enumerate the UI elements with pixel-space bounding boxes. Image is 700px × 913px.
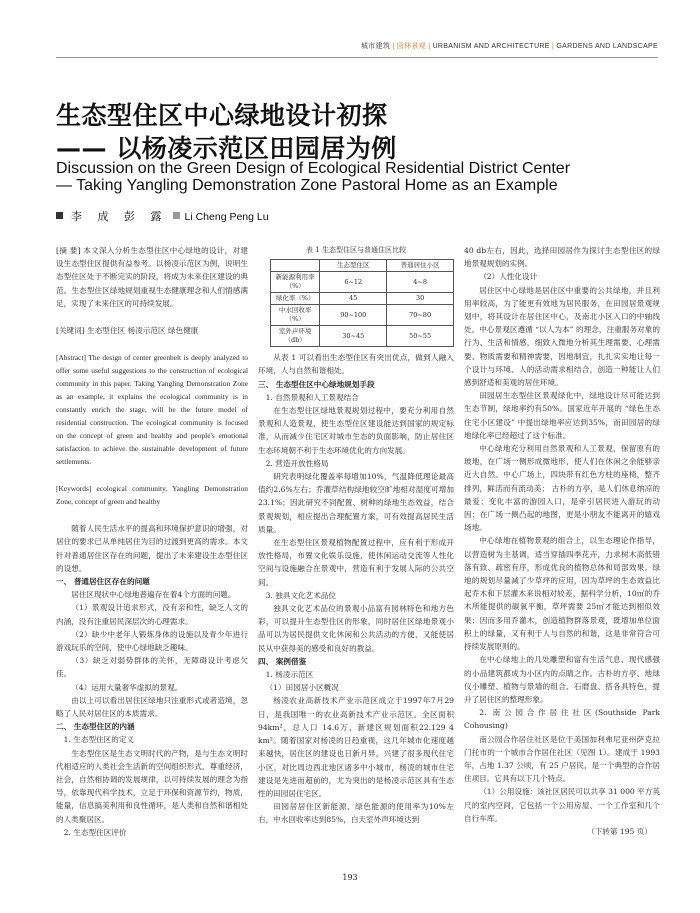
table-cell: 30 [387, 293, 454, 305]
paragraph: 在生态型住区景观植物配置过程中，应有利于形成开放性格局，布置文化娱乐设施，使休闲运动交流等人性化空间与设施融合在景观中，营造有利于发展人际的公共空间。 [258, 538, 454, 587]
header-sep: | [552, 43, 555, 50]
paragraph: 40 db左右，因此，选择田园居作为探讨生态型住区的绿地景观规划的实例。 [464, 246, 660, 269]
paragraph: 从表 1 可以看出生态型住区有突出优点，做到人融入环境，人与自然和谐相处。 [258, 353, 454, 376]
title-en-line1: Discussion on the Green Design of Ecological Residential District Center [56, 160, 571, 177]
author-line [56, 208, 269, 224]
abstract-en: [Abstract] The design of center greenbelt is deeply analyzed to offer some useful suggestions to the construction of ecological community in this paper. Taking Yangling Demonstration Zone as an example, it explains the ecological community is in constantly enrich the stage, will be the future model of residential construction. The ecological community is focused on the concept of green and healthy and people's emotional satisfaction to achieve the sustainable development of future settlements. [56, 353, 248, 467]
list-item: （1）景观设计追求形式，没有亲和性，缺乏人文的内涵，没有注重居民深层次的心理需求。 [56, 603, 248, 626]
column-1 [56, 244, 248, 839]
subheading: 1. 杨凌示范区 [265, 670, 314, 680]
square-bullet-icon [173, 212, 180, 219]
subheading: 2. 生态型住区评价 [63, 827, 127, 837]
subheading: 2. 南公园合作居住社区(Southside Park Cohousing) [464, 708, 660, 731]
running-header [0, 40, 700, 54]
section-heading-1: 一、 普通居住区存在的问题 [56, 577, 150, 587]
table-header-cell [271, 260, 320, 272]
paragraph: （1）公用设施：该社区居民可以共享 31 000 平方英尺的室内空间，它包括一个公用房屋、一个工作室和几个自行车库。 [464, 787, 660, 823]
paragraph: 由以上可以看出居住区绿地只注重形式或者造境，忽略了人民对居住区的本质需求。 [56, 695, 248, 719]
header-sep: | [428, 43, 431, 50]
subheading: 1. 自然景观和人工景观结合 [265, 392, 359, 402]
table-cell: 中水回收率（%） [271, 305, 320, 326]
authors-en: Li Cheng Peng Lu [184, 211, 269, 223]
table-caption: 表 1 生态型住区与普通住区比较 [306, 246, 406, 254]
list-item: （2）缺少中老年人锻炼身体的设施以及青少年进行游戏玩乐的空间，使中心绿地缺乏趣味。 [56, 629, 248, 653]
table-header-row [271, 260, 454, 272]
table-cell: 新能源利用率（%） [271, 272, 320, 293]
authors-cn: 李 成 彭 露 [71, 210, 168, 223]
keywords-cn: [关键词] 生态型住区 杨凌示范区 绿色健康 [56, 326, 199, 336]
column-2 [258, 244, 454, 827]
paragraph: 中心绿地在植物景观的组合上，以生态理论作指导，以营造树为主基调，适当穿插四季花卉，力求树木高低错落有致、疏密有序，形成优良的植物总体和局部效果。绿地的规划尽量减了少草坪的应用，因为草坪的生态效益比起乔木和下层灌木来说相对较差，据科学分析，10㎡的乔木所能提供的碳氧平衡，草坪需要 25㎡才能达到相似效果；因而多用乔灌木，创造植物群落景观，既增加单位面积上的绿量，又有利于人与自然的和谐，这是非常符合可持续发展原则的。 [464, 536, 660, 652]
table-cell: 90~100 [320, 305, 387, 326]
table-cell: 室外声环境（db） [271, 326, 320, 347]
header-section-b: 园林景观 [396, 43, 426, 50]
subheading: （1）田园居小区概况 [265, 683, 339, 693]
section-heading-4: 四、 案例借鉴 [258, 656, 307, 666]
header-rule [56, 57, 658, 58]
list-item: （4）运用大量奢华虚拟的景观。 [71, 682, 183, 692]
intro-paragraph: 随着人民生活水平的提高和环境保护意识的增强，对居住的要求已从单纯居住为目的过渡到更高的需求。本文针对普通居住区存在的问题，提出了未来建设生态型住区的设想。 [56, 524, 248, 573]
title-cn-line2: —— 以杨凌示范区田园居为例 [56, 134, 397, 163]
table-cell: 30~45 [320, 326, 387, 347]
subheading: 2. 营造开放性格局 [265, 458, 329, 468]
square-bullet-icon [56, 212, 63, 219]
column-3 [464, 244, 660, 838]
keywords-en: [Keywords] ecological community, Yangling Demonstration Zone, concept of green and healthy [56, 484, 248, 507]
paragraph: 中心绿地充分利用自然景观和人工景观，保留原有的玻地，在广场一侧形成微地形，使人们在休闲之余能够亲近大自然。中心广场上，四块带有红色方柱的座椅，整齐排列，鲜活而有流动美； 古朴的方亭，是人们休息纳凉的最爱；变化丰富的游园入口，是牵引居民进入游玩的动因；在广场一侧凸起的地图，更是小朋友不能离开的嬉戏场地。 [464, 444, 660, 533]
section-heading-2: 二、 生态型住区的内涵 [56, 722, 135, 732]
paragraph: 研究表明绿化覆盖率每增加10%，气温降低理论最高值约2.6%左右；乔灌草结构绿地较空旷地相对湿度可增加23.1%；因此研究不同配置、树种的绿地生态效益，结合景观规划，相应提出合理配置方案，可有效提高居民生活质量。 [258, 472, 454, 534]
subheading: 3. 独具文化艺术品位 [265, 590, 337, 600]
table-row [271, 305, 454, 326]
header-section-d: GARDENS AND LANDSCAPE [556, 43, 658, 50]
paragraph: 在中心绿地上的几处雕塑和富有生活气息、现代感强的小品建筑都成为小区内的点睛之作。古朴的方亭、地球仪小雕塑、植物与景墙的组合、石磨盘、搭各具特色，提升了居住区的整理形象。 [464, 655, 660, 704]
continued-note: （下转第 195 页） [587, 826, 652, 836]
header-section-c: URBANISM AND ARCHITECTURE [432, 43, 550, 50]
table-cell: 6~12 [320, 272, 387, 293]
paragraph: 杨凌农业高新技术产业示范区成立于1997年7月29日，是我国唯一的农业高新技术产业示范区。全区面积 94km²，总人口 14.6万，新建区规划面积22.129 4 km²。随着国家对杨凌的日趋重视，这几年城市化速度越来越快，居住区的建设也日新月异，兴建了很多现代住宅小区，对比周边西北地区诸多中小城市，杨凌的城市住宅建设是先进而超前的，尤为突出的是杨凌示范区具有生态性的田园居住宅区。 [258, 696, 454, 798]
page-number: 193 [342, 873, 358, 882]
paragraph: 生态型住区是生态文明时代的产物，是与生态文明时代相适应的人类社会生活新的空间组织形式，尊重经济，社会，自然相协调的发展规律，以可持续发展的理念为指导，依靠现代科学技术，立足于环保和资源节约，物质，能量，信息搞美利用和良性循环，是人类和自然和谐相处的人类聚居区。 [56, 748, 248, 824]
table-cell: 70~80 [387, 305, 454, 326]
section-heading-3: 三、 生态型住区中心绿地规划手段 [258, 379, 375, 389]
list-item: （3）缺乏对弱势群体的关怀，无障碍设计考虑欠佳。 [56, 656, 248, 679]
table-row [271, 293, 454, 305]
title-cn-line1: 生态型住区中心绿地设计初探 [56, 101, 388, 130]
table-row [271, 272, 454, 293]
paragraph: 田园居居住区新能源、绿色能源的使用率为10%左右，中水回收率达到85%，白天室外声环境达到 [258, 802, 454, 825]
paragraph: 居住区现状中心绿地普遍存在着4个方面的问题。 [71, 590, 236, 600]
subheading: （2）人性化设计 [479, 272, 538, 282]
table-header-cell: 普通居住小区 [387, 260, 454, 272]
table-cell: 50~55 [387, 326, 454, 347]
table-cell: 45 [320, 293, 387, 305]
paragraph: 在生态型住区绿地景观规划过程中，要充分利用自然景观和人造景观，使生态型住区建设能达到国家的规定标准，从而减少住宅区对城市生态的负面影响，防止居住区生态环境朝不利于生态环境优化的方向发展。 [258, 406, 454, 455]
abstract-cn: [摘 要] 本文深入分析生态型住区中心绿地的设计，对建设生态型住区提供有益参考。以杨凌示范区为例，说明生态型住区处于不断完实的阶段，将成为未来住区建设的典范。生态型住区绿地规划重视生态健康理念和人们情感满足，实现了未来住区的可持续发展。 [56, 246, 248, 308]
table-cell: 绿化率（%） [271, 293, 320, 305]
table-cell: 4~8 [387, 272, 454, 293]
comparison-table [270, 259, 454, 347]
paragraph: 南公园合作居住社区是位于美国加利弗尼亚州萨克拉门托市的一个城市合作居住社区（见图 1）。建成于 1993 年，占地 1.37 公顷，有 25 户居民，是一个典型的合作居住项目。它具有以下几个特点。 [464, 734, 660, 784]
table-row [271, 326, 454, 347]
paragraph: 居住区中心绿地是居住区中重要的公共绿地，并且利用率较高，为了能更有效地为居民服务，在田园居景观规划中，将其设计在居住区中心，及南北小区入口的中轴线处。中心景观区遵循 “以人为本” 的理念，注重服务对象的行为、生活和情感，细致入微地分析其生理需要、心理需要、物质需要和精神需要，因地制宜，扎扎实实地让每一个设计与环境、人的活动需求相结合，创造一种能让人们感到舒适和美观的居住环境。 [464, 285, 660, 388]
paragraph: 独具文化艺术品位的景观小品富有园林特色和地方色彩，可以提升生态型住区的形象，同时居住区绿地景观小品可以为居民提供文化休闲和公共活动的方便，又能使居民从中获得美的感受和良好的教益。 [258, 604, 454, 653]
title-en-line2: — Taking Yangling Demonstration Zone Pastoral Home as an Example [56, 177, 558, 194]
paragraph: 田园居生态型住区景观绿化中，绿地设计尽可能达到生态节制，绿地率约有50%。国家近年开展的 “绿色生态住宅小区建设” 中提出绿地率应达到35%，而田园居的绿地绿化率已经超过了这个标准。 [464, 391, 660, 440]
subheading: 1. 生态型住区的定义 [63, 735, 135, 745]
header-sep: | [392, 43, 395, 50]
header-section-a: 城市建筑 [360, 43, 391, 50]
table-header-cell: 生态型住区 [320, 260, 387, 272]
